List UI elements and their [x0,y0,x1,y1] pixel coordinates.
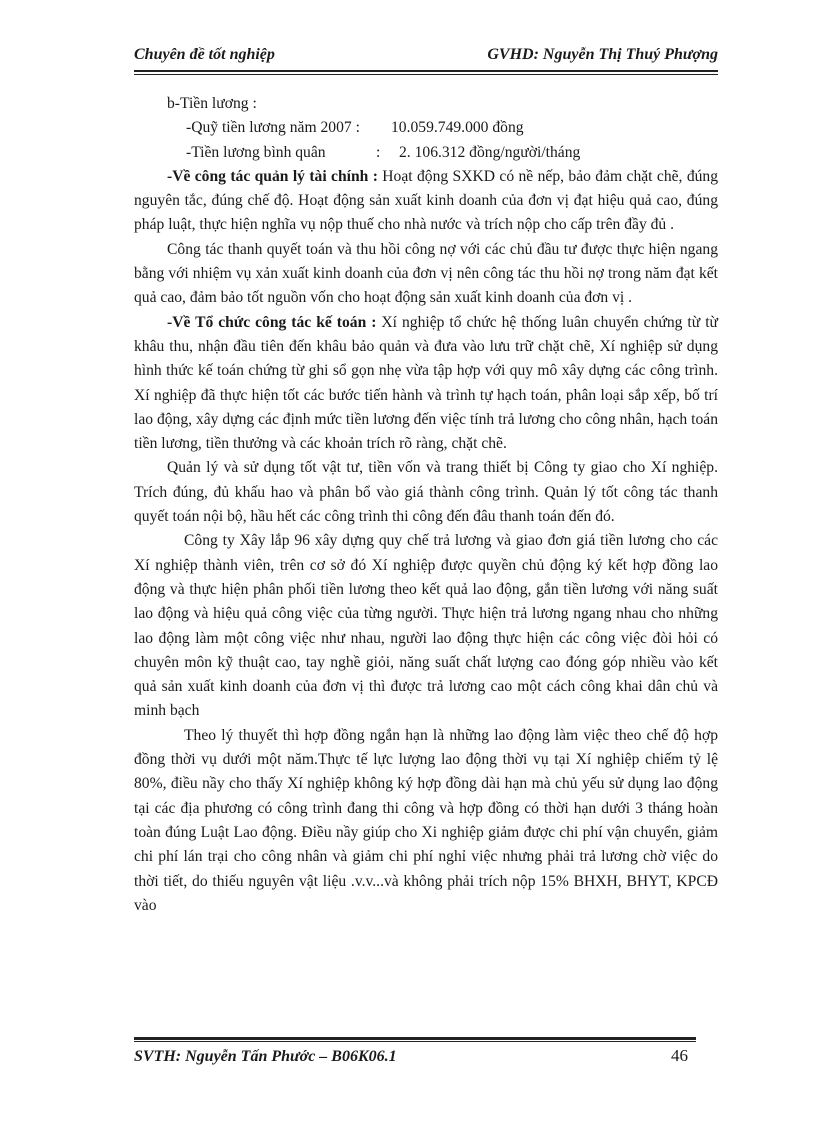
average-salary-label: -Tiền lương bình quân [186,143,326,161]
salary-fund-label: -Quỹ tiền lương năm 2007 : [186,119,360,137]
section-b-title: b-Tiền lương : [167,95,257,112]
average-salary-line [134,141,718,165]
header-supervisor: GVHD: Nguyễn Thị Thuý Phượng [487,46,718,63]
accounting-organization-paragraph [134,311,718,457]
salary-fund-line [134,116,718,140]
salary-fund-value: 10.059.749.000 đồng [391,119,524,137]
debt-settlement-paragraph: Công tác thanh quyết toán và thu hồi công nợ với các chủ đầu tư được thực hiện ngang bằng với nhiệm vụ xản xuất kinh doanh của đơn vị nên công tác thu hồi nợ trong năm đạt kết quả cao, đảm bảo tốt nguồn vốn cho hoạt động sản xuất kinh doanh của đơn vị . [134,240,718,307]
header-rule [134,70,718,72]
footer-rule-thin [134,1041,696,1042]
footer-rule [134,1037,696,1040]
finance-management-paragraph [134,165,718,238]
accounting-organization-text: Xí nghiệp tổ chức hệ thống luân chuyển chứng từ từ khâu thu, nhận đầu tiên đến khâu bảo quản và đưa vào lưu trữ chặt chẽ, Xí nghiệp sử dụng hình thức kế toán chứng từ ghi sổ gọn nhẹ vừa tập hợp với quy mô xây dựng các công trình. Xí nghiệp đã thực hiện tốt các bước tiến hành và trình tự hạch toán, phân loại sắp xếp, bố trí lao động, xây dựng các định mức tiền lương đến việc tính trả lương cho công nhân, hạch toán tiền lương, tiền thưởng và các khoản trích rõ ràng, chặt chẽ. [134,313,718,453]
footer-student: SVTH: Nguyễn Tấn Phước – B06K06.1 [134,1048,397,1065]
page-number: 46 [671,1046,688,1065]
finance-management-heading: -Về công tác quản lý tài chính : [167,167,378,185]
page-footer [134,1044,718,1072]
salary-policy-paragraph: Công ty Xây lắp 96 xây dựng quy chế trả lương và giao đơn giá tiền lương cho các Xí nghiệp thành viên, trên cơ sở đó Xí nghiệp được quyền chủ động ký kết hợp đồng lao động và thực hiện phân phối tiền lương theo kết quả lao động, gắn tiền lương với năng suất lao động và hiệu quả công việc của từng người. Thực hiện trả lương ngang nhau cho những lao động làm một công việc như nhau, người lao động thực hiện các công việc đòi hỏi có chuyên môn kỹ thuật cao, tay nghề giỏi, năng suất chất lượng cao đóng góp nhiều vào kết quả sản xuất kinh doanh của đơn vị thì được trả lương cao một cách công khai dân chủ và minh bạch [134,532,718,720]
asset-management-paragraph: Quản lý và sử dụng tốt vật tư, tiền vốn và trang thiết bị Công ty giao cho Xí nghiệp. Trích đúng, đủ khấu hao và phân bổ vào giá thành công trình. Quản lý tốt công tác thanh quyết toán nội bộ, hầu hết các công trình thi công đến đâu thanh toán đến đó. [134,459,718,526]
page-body [134,92,718,918]
average-salary-value: 2. 106.312 đồng/người/tháng [399,143,581,161]
average-salary-colon: : [376,143,381,161]
page-header [134,40,718,68]
header-course-title: Chuyên đề tốt nghiệp [134,46,275,63]
accounting-organization-heading: -Về Tổ chức công tác kế toán : [167,313,377,331]
header-rule-thin [134,74,718,75]
finance-management-text: Hoạt động SXKD có nề nếp, bảo đảm chặt chẽ, đúng nguyên tắc, đúng chế độ. Hoạt động sản xuất kinh doanh của đơn vị đạt hiệu quả cao, đúng pháp luật, thực hiện nghĩa vụ nộp thuế cho nhà nước và trích nộp cho cấp trên đầy đủ . [134,167,719,234]
seasonal-labor-paragraph: Theo lý thuyết thì hợp đồng ngắn hạn là những lao động làm việc theo chế độ hợp đồng thời vụ dưới một năm.Thực tế lực lượng lao động thời vụ tại Xí nghiệp chiếm tỷ lệ 80%, điều nầy cho thấy Xí nghiệp không ký hợp đồng dài hạn mà chủ yếu sử dụng lao động tại các địa phương có công trình đang thi công và hợp đồng có thời hạn dưới 3 tháng hoàn toàn đúng Luật Lao động. Điều nầy giúp cho Xi nghiệp giảm được chi phí vận chuyển, giảm chi phí lán trại cho công nhân và giảm chi phí nghỉ việc nhưng phải trả lương chờ việc do thời tiết, do thiếu nguyên vật liệu .v.v...và không phải trích nộp 15% BHXH, BHYT, KPCĐ vào [134,726,718,914]
